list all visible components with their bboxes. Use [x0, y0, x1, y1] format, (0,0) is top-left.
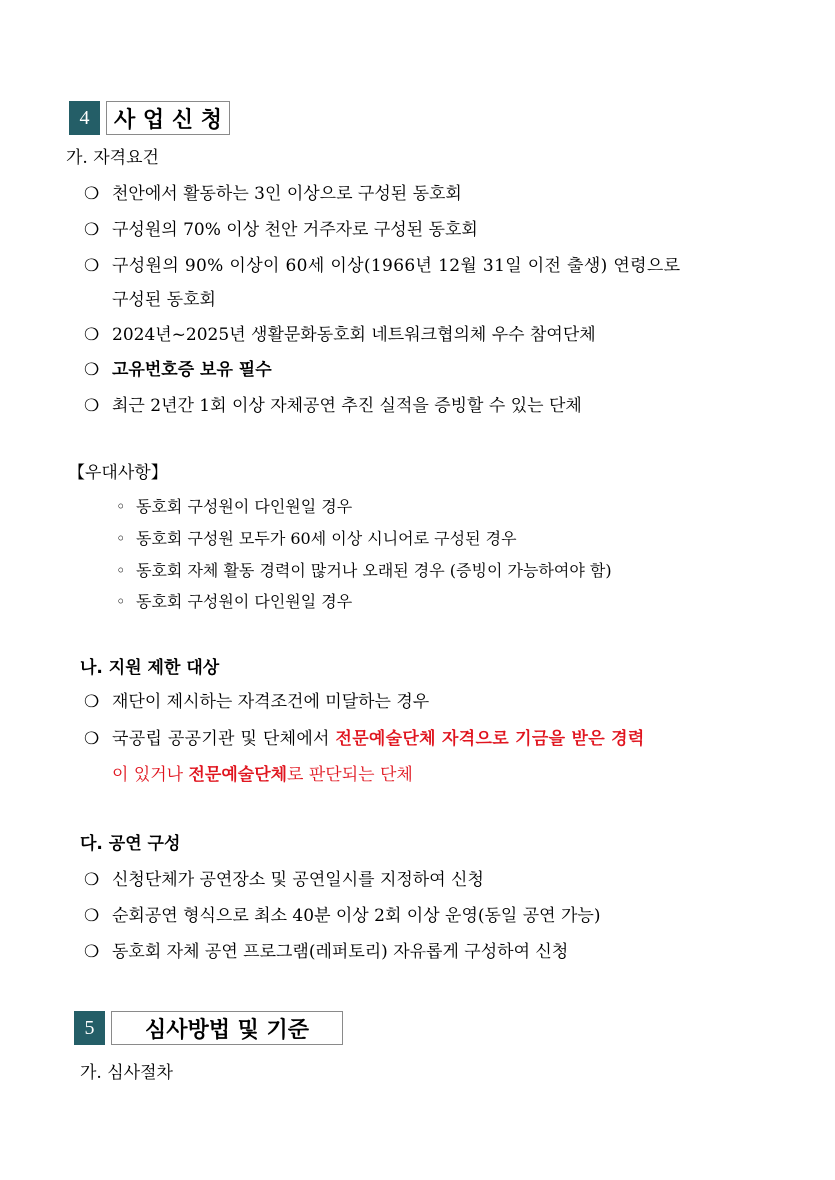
circle-bullet-icon: ❍	[84, 942, 100, 962]
performance-item: ❍ 동호회 자체 공연 프로그램(레퍼토리) 자유롭게 구성하여 신청	[84, 942, 569, 962]
qualification-item: ❍ 구성원의 70% 이상 천안 거주자로 구성된 동호회	[84, 220, 478, 240]
preference-heading: 【우대사항】	[68, 463, 168, 483]
circle-bullet-icon: ❍	[84, 184, 100, 204]
restriction-item: ❍ 국공립 공공기관 및 단체에서 전문예술단체 자격으로 기금을 받은 경력	[84, 729, 645, 749]
circle-bullet-icon: ❍	[84, 870, 100, 890]
restriction-item-continued: 이 있거나 전문예술단체로 판단되는 단체	[112, 765, 413, 785]
qualification-item: ❍ 2024년~2025년 생활문화동호회 네트워크협의체 우수 참여단체	[84, 325, 596, 345]
preference-item: ◦ 동호회 구성원 모두가 60세 이상 시니어로 구성된 경우	[116, 527, 517, 551]
section-5-header	[74, 1011, 343, 1045]
preference-item: ◦ 동호회 구성원이 다인원일 경우	[116, 495, 352, 519]
qualification-item: ❍ 최근 2년간 1회 이상 자체공연 추진 실적을 증빙할 수 있는 단체	[84, 396, 582, 416]
highlighted-text: 전문예술단체 자격으로 기금을 받은 경력	[335, 729, 645, 749]
highlighted-text: 전문예술단체	[188, 765, 288, 785]
performance-item: ❍ 신청단체가 공연장소 및 공연일시를 지정하여 신청	[84, 870, 484, 890]
qualification-item-required: ❍ 고유번호증 보유 필수	[84, 360, 272, 380]
performance-item: ❍ 순회공연 형식으로 최소 40분 이상 2회 이상 운영(동일 공연 가능)	[84, 906, 601, 926]
restriction-heading: 나. 지원 제한 대상	[80, 658, 220, 678]
circle-bullet-icon: ❍	[84, 729, 100, 749]
preference-item: ◦ 동호회 구성원이 다인원일 경우	[116, 590, 352, 614]
performance-heading: 다. 공연 구성	[80, 834, 181, 854]
qualification-heading: 가. 자격요건	[66, 148, 159, 168]
qualification-item: ❍ 천안에서 활동하는 3인 이상으로 구성된 동호회	[84, 184, 462, 204]
small-circle-marker-icon: ◦	[116, 561, 126, 580]
circle-bullet-icon: ❍	[84, 256, 100, 276]
section-title: 사 업 신 청	[106, 101, 230, 135]
qualification-item: ❍ 구성원의 90% 이상이 60세 이상(1966년 12월 31일 이전 출생) 연령으로	[84, 256, 681, 276]
section-number: 5	[74, 1011, 105, 1045]
small-circle-marker-icon: ◦	[116, 592, 126, 611]
circle-bullet-icon: ❍	[84, 396, 100, 416]
review-procedure-heading: 가. 심사절차	[80, 1063, 173, 1083]
small-circle-marker-icon: ◦	[116, 529, 126, 548]
section-title: 심사방법 및 기준	[111, 1011, 343, 1045]
circle-bullet-icon: ❍	[84, 906, 100, 926]
restriction-item: ❍ 재단이 제시하는 자격조건에 미달하는 경우	[84, 692, 430, 712]
circle-bullet-icon: ❍	[84, 692, 100, 712]
section-4-header	[69, 101, 230, 135]
circle-bullet-icon: ❍	[84, 220, 100, 240]
small-circle-marker-icon: ◦	[116, 497, 126, 516]
qualification-item-continued: 구성된 동호회	[112, 290, 216, 310]
preference-item: ◦ 동호회 자체 활동 경력이 많거나 오래된 경우 (증빙이 가능하여야 함)	[116, 559, 612, 583]
section-number: 4	[69, 101, 100, 135]
circle-bullet-icon: ❍	[84, 360, 100, 380]
circle-bullet-icon: ❍	[84, 325, 100, 345]
